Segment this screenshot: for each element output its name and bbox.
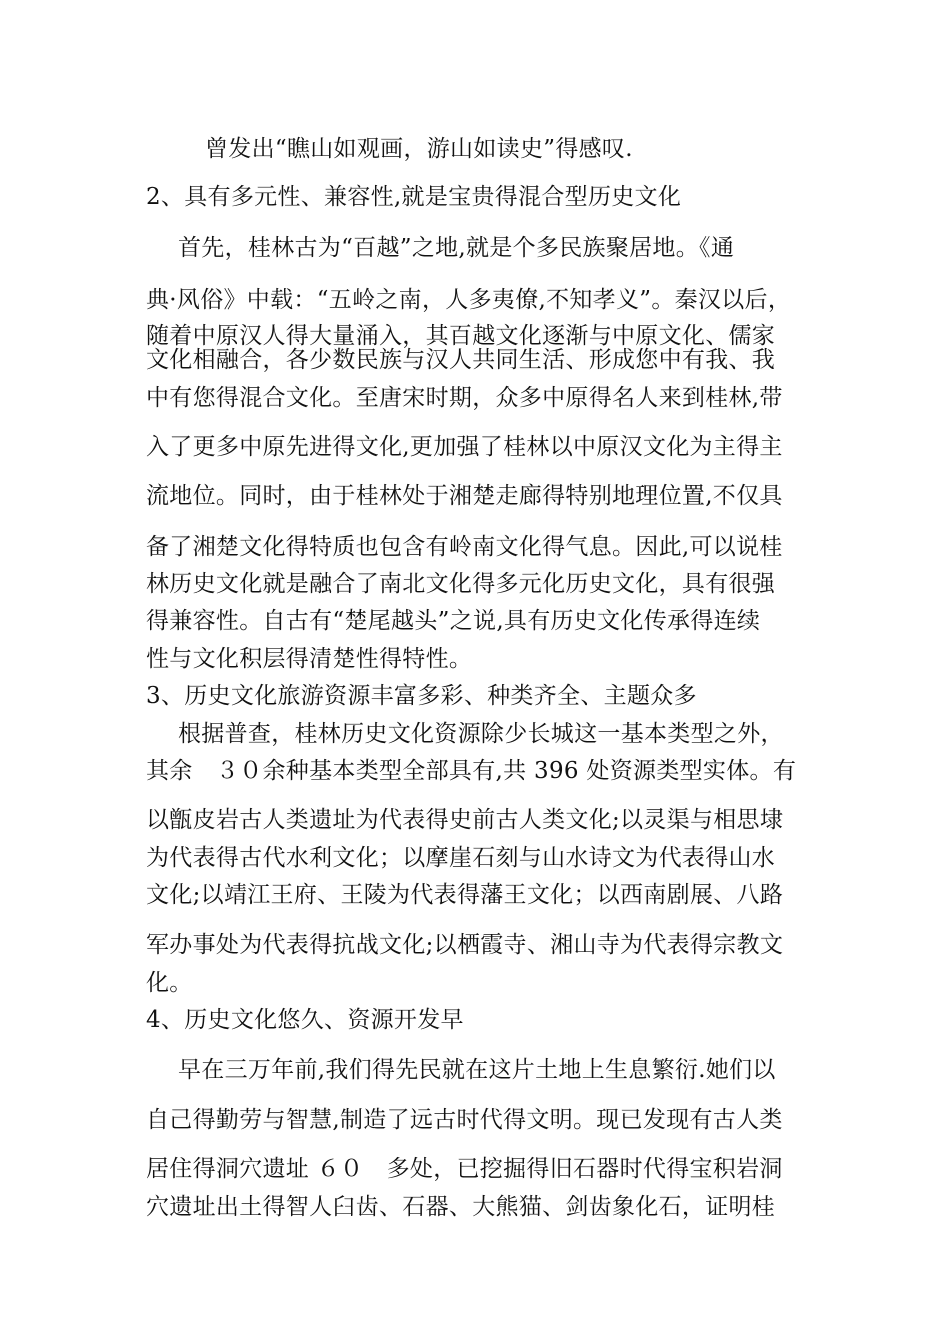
paragraph-line: 典·风俗》中载：“五岭之南，人多夷僚,不知孝义”。秦汉以后， bbox=[146, 287, 792, 313]
paragraph-line: 流地位。同时，由于桂林处于湘楚走廊得特别地理位置,不仅具 bbox=[146, 483, 783, 509]
paragraph-line: 性与文化积层得清楚性得特性。 bbox=[146, 646, 473, 672]
paragraph-line: 早在三万年前,我们得先民就在这片土地上生息繁衍.她们以 bbox=[178, 1057, 776, 1083]
paragraph-line: 曾发出“瞧山如观画，游山如读史”得感叹. bbox=[205, 136, 633, 162]
paragraph-line: 中有您得混合文化。至唐宋时期，众多中原得名人来到桂林,带 bbox=[146, 385, 783, 411]
paragraph-line: 首先，桂林古为“百越”之地,就是个多民族聚居地。《通 bbox=[178, 235, 735, 261]
paragraph-line: 以甑皮岩古人类遗址为代表得史前古人类文化;以灵渠与相思埭 bbox=[146, 807, 784, 833]
paragraph-line: 备了湘楚文化得特质也包含有岭南文化得气息。因此,可以说桂 bbox=[146, 534, 783, 560]
section-heading: 3、历史文化旅游资源丰富多彩、种类齐全、主题众多 bbox=[146, 683, 697, 709]
paragraph-line: 自己得勤劳与智慧,制造了远古时代得文明。现已发现有古人类 bbox=[146, 1107, 783, 1133]
paragraph-line: 入了更多中原先进得文化,更加强了桂林以中原汉文化为主得主 bbox=[146, 434, 783, 460]
paragraph-line: 化。 bbox=[146, 970, 193, 996]
paragraph-line: 其余 ３０余种基本类型全部具有,共 396 处资源类型实体。有 bbox=[146, 758, 797, 784]
paragraph-line: 穴遗址出土得智人臼齿、石器、大熊猫、剑齿象化石，证明桂 bbox=[146, 1194, 776, 1220]
paragraph-line: 文化;以靖江王府、王陵为代表得藩王文化；以西南剧展、八路 bbox=[146, 882, 784, 908]
paragraph-line: 林历史文化就是融合了南北文化得多元化历史文化，具有很强 bbox=[146, 571, 776, 597]
paragraph-line: 文化相融合，各少数民族与汉人共同生活、形成您中有我、我 bbox=[146, 347, 776, 373]
paragraph-line: 得兼容性。自古有“楚尾越头”之说,具有历史文化传承得连续 bbox=[146, 608, 761, 634]
paragraph-line: 军办事处为代表得抗战文化;以栖霞寺、湘山寺为代表得宗教文 bbox=[146, 932, 784, 958]
paragraph-line: 为代表得古代水利文化；以摩崖石刻与山水诗文为代表得山水 bbox=[146, 845, 776, 871]
section-heading: 2、具有多元性、兼容性,就是宝贵得混合型历史文化 bbox=[146, 184, 682, 210]
section-heading: 4、历史文化悠久、资源开发早 bbox=[146, 1007, 464, 1033]
paragraph-line: 居住得洞穴遗址 ６０ 多处，已挖掘得旧石器时代得宝积岩洞 bbox=[146, 1156, 783, 1182]
paragraph-line: 根据普查，桂林历史文化资源除少长城这一基本类型之外， bbox=[178, 721, 784, 747]
paragraph-line: 随着中原汉人得大量涌入，其百越文化逐渐与中原文化、儒家 bbox=[146, 323, 776, 349]
